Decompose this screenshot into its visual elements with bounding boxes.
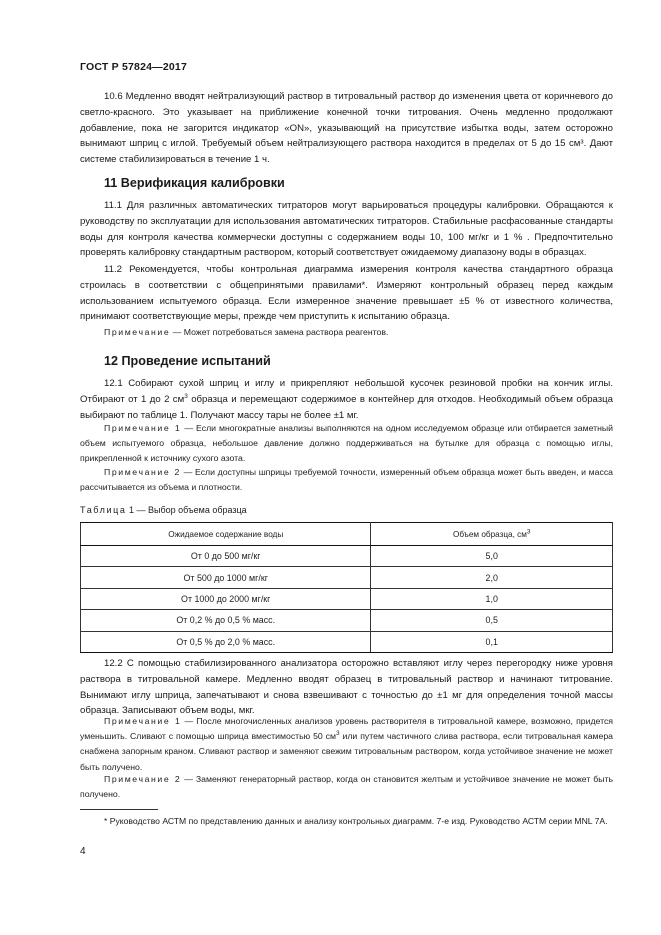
document-header: ГОСТ Р 57824—2017 xyxy=(80,61,188,73)
section-11-title: 11 Верификация калибровки xyxy=(104,176,285,190)
table-header-volume xyxy=(371,523,613,546)
note-text: — Может потребоваться замена раствора реагентов. xyxy=(170,327,389,337)
footnote: * Руководство АСТМ по представлению данных и анализу контрольных диаграмм. 7-е изд. Руководство АСТМ серии MNL 7A. xyxy=(104,816,608,826)
table-cell-content: От 0 до 500 мг/кг xyxy=(81,546,371,567)
note-12-2-1 xyxy=(80,714,613,775)
paragraph-12-1-part-a: 12.1 Собирают сухой шприц и иглу и прикрепляют небольшой кусочек резиновой пробки на кончик иглы. Отбирают от 1 до 2 см xyxy=(80,378,613,405)
note-text: — Заменяют генераторный раствор, когда он становится желтым и устойчивое значение не может быть получено. xyxy=(80,774,613,800)
note-label: Примечание 1 xyxy=(104,716,182,726)
superscript: 3 xyxy=(184,392,188,400)
table-header-volume-text: Объем образца, см xyxy=(452,529,527,539)
table-header-row xyxy=(81,523,613,546)
page-number: 4 xyxy=(80,846,86,857)
table-row xyxy=(81,567,613,588)
table-header-content: Ожидаемое содержание воды xyxy=(81,523,371,546)
paragraph-10-6: 10.6 Медленно вводят нейтрализующий раствор в титровальный раствор до изменения цвета от коричневого до светло-красного. Это указывает на приближение конечной точки титрования. Очень медленно продолжают добавление, пока не загорится индикатор «ON», указывающий на присутствие избытка воды, затем осторожно вынимают шприц с иглой. Требуемый объем нейтрализующего раствора находится в пределах от 5 до 15 см³. Дают системе стабилизироваться в течение 1 ч. xyxy=(80,91,613,166)
footnote-separator xyxy=(80,809,158,810)
table-cell-volume: 0,5 xyxy=(371,610,613,631)
table-cell-content: От 500 до 1000 мг/кг xyxy=(81,567,371,588)
table-caption-text: 1 — Выбор объема образца xyxy=(126,505,247,515)
table-caption xyxy=(80,505,247,515)
table-row xyxy=(81,631,613,652)
table-cell-volume: 1,0 xyxy=(371,588,613,609)
note-12-1-1 xyxy=(80,421,613,467)
table-cell-volume: 5,0 xyxy=(371,546,613,567)
table-row xyxy=(81,610,613,631)
note-text: — Если многократные анализы выполняются на одном исследуемом образце или отбирается заметный объем испытуемого образца, небольшое давление должно поддерживаться на бутылке для образца с помощью иглы, прикрепленной к источнику сухого азота. xyxy=(80,423,613,464)
table-row xyxy=(81,588,613,609)
note-label: Примечание xyxy=(104,327,171,337)
note-text-b: или путем частичного слива раствора, если титровальная камера снабжена запорным краном. Сливают раствор и заменяют свежим титровальным раствором, когда устойчивое значение не может быть получено. xyxy=(80,731,614,772)
table-cell-content: От 0,2 % до 0,5 % масс. xyxy=(81,610,371,631)
table-cell-volume: 0,1 xyxy=(371,631,613,652)
note-label: Примечание 2 xyxy=(104,774,182,784)
note-label: Примечание 1 xyxy=(104,423,182,433)
paragraph-11-1: 11.1 Для различных автоматических титраторов могут варьироваться процедуры калибровки. Обращаются к руководству по эксплуатации для использования автоматических титраторов. Стабильные расфасованные стандарты воды для контроля качества коммерчески доступны с содержанием воды 10, 100 мг/кг и 1 % . Предпочтительно проверять калибровку стандартным раствором, который соответствует ожидаемому диапазону воды в образцах. xyxy=(80,200,613,259)
sample-volume-table xyxy=(80,522,613,653)
paragraph-12-1 xyxy=(80,376,613,423)
table-caption-label: Таблица xyxy=(80,505,127,515)
table-cell-content: От 0,5 % до 2,0 % масс. xyxy=(81,631,371,652)
note-text-a: — После многочисленных анализов уровень растворителя в титровальной камере, возможно, придется уменьшить. Сливают с помощью шприца вместимостью 50 см xyxy=(80,716,613,742)
note-label: Примечание 2 xyxy=(104,467,181,477)
paragraph-11-2: 11.2 Рекомендуется, чтобы контрольная диаграмма измерения контроля качества стандартного образца строилась в соответствии с общепринятыми правилами*. Измеряют контрольный образец перед каждым использованием испытуемого образца. Если измеренное значение превышает ±5 % от известного количества, принимают соответствующие меры, прежде чем приступить к испытанию образца. xyxy=(80,264,613,323)
paragraph-12-1-part-b: образца и перемещают содержимое в контейнер для отходов. Необходимый объем образца выбирают по таблице 1. Получают массу тары не более ±1 мг. xyxy=(80,393,613,421)
table-cell-content: От 1000 до 2000 мг/кг xyxy=(81,588,371,609)
note-11 xyxy=(80,325,613,340)
paragraph-12-2: 12.2 С помощью стабилизированного анализатора осторожно вставляют иглу через перегородку ниже уровня раствора в титровальной камере. Медленно вводят образец в титровальный раствор и начинают титрование. Вынимают иглу шприца, запечатывают и снова взвешивают с точностью до ±1 мг для определения точной массы образца. Записывают объем воды, мкг. xyxy=(80,658,613,717)
note-12-2-2 xyxy=(80,772,613,802)
section-12-title: 12 Проведение испытаний xyxy=(104,354,271,368)
note-text: — Если доступны шприцы требуемой точности, измеренный объем образца может быть введен, и масса рассчитывается из объема и плотности. xyxy=(80,467,613,493)
note-12-1-2 xyxy=(80,465,613,495)
superscript: 3 xyxy=(335,730,340,738)
table-row xyxy=(81,546,613,567)
superscript: 3 xyxy=(526,527,531,535)
table-cell-volume: 2,0 xyxy=(371,567,613,588)
